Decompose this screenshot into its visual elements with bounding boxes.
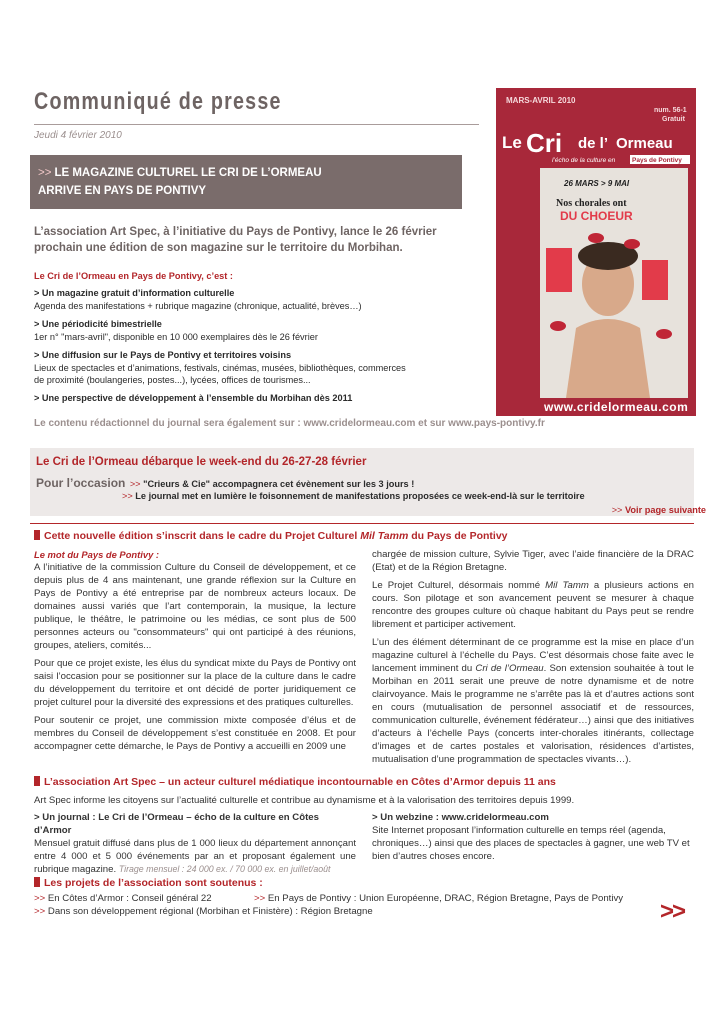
chevron-icon: >>: [122, 491, 133, 501]
cover-brand-le: Le: [502, 133, 522, 152]
square-bullet-icon: [34, 877, 40, 887]
artspec-title-text: L’association Art Spec – un acteur culturel médiatique incontournable en Côtes d’Armor depuis 11 ans: [44, 776, 556, 788]
page-title: Communiqué de presse: [34, 88, 282, 115]
journal-text: Mensuel gratuit diffusé dans plus de 1 000 lieux du département annonçant entre 4 000 et 5 000 événements par an et proposant également une rubrique magazine.: [34, 838, 356, 875]
list-item-title: > Un magazine gratuit d’information culturelle: [34, 288, 235, 298]
list-item-text: de proximité (boulangeries, postes...), lycées, offices de tourismes...: [34, 375, 311, 385]
paragraph: A l’initiative de la commission Culture du Conseil de développement, et ce depuis plus de 4 ans maintenant, une grande réflexion sur la Culture en Pays de Pontivy a été entreprise par de nombreux acteurs locaux. De domaines aussi variés que l’art contemporain, la musique, la lecture publique, le théâtre, le patrimoine ou les médias, ce sont plus de 500 personnes acteurs ou "consommateurs" qui ont participé à des réunions, groupes, ateliers, comités...: [34, 562, 356, 651]
next-page-chevron-icon[interactable]: >>: [659, 898, 684, 925]
list-item-title: > Une perspective de développement à l’ensemble du Morbihan dès 2011: [34, 393, 353, 403]
list-item-title: > Une diffusion sur le Pays de Pontivy et territoires voisins: [34, 350, 292, 360]
projet-right-column: [372, 548, 694, 771]
magazine-cover: [496, 88, 696, 416]
crieurs-text: "Crieurs & Cie" accompagnera cet évènement sur les 3 jours !: [143, 479, 415, 489]
next-page-label: Voir page suivante: [624, 505, 706, 515]
banner-line-1: LE MAGAZINE CULTUREL LE CRI DE L’ORMEAU: [54, 167, 322, 179]
projets-title-text: Les projets de l’association sont soutenus :: [44, 877, 263, 889]
chevron-icon: >>: [611, 505, 623, 515]
square-bullet-icon: [34, 776, 40, 786]
section-rule: [30, 523, 694, 524]
chevron-icon: >>: [254, 893, 266, 904]
paragraph: Pour que ce projet existe, les élus du syndicat mixte du Pays de Pontivy ont saisi l’occasion pour se positionner sur la place de la culture dans le cadre du développement du territoire et ont décidé de porter juridiquement ce projet culturel pour la diversité des expressions et des pratiques culturelles.: [34, 658, 356, 708]
cover-dates: 26 MARS > 9 MAI: [564, 179, 630, 188]
website-note: Le contenu rédactionnel du journal sera également sur : www.cridelormeau.com et sur www.pays-pontivy.fr: [34, 418, 545, 429]
artspec-intro: Art Spec informe les citoyens sur l’actualité culturelle et contribue au dynamisme et à la valorisation des territoires depuis 1999.: [34, 795, 575, 806]
list-item-title: > Une périodicité bimestrielle: [34, 319, 162, 329]
list-item-text: 1er n° "mars-avril", disponible en 10 000 exemplaires dès le 26 février: [34, 331, 318, 342]
title-rule: [34, 124, 479, 125]
text: L’un des élément déterminant de ce programme est la mise en place d’un magazine culturel à l’échelle du Pays. C’est désormais chose faite avec le lancement imminent du: [372, 637, 694, 674]
journal-block: [34, 811, 356, 876]
cover-brand-de: de l’: [578, 135, 609, 152]
list-item: [34, 318, 464, 343]
cover-website: www.cridelormeau.com: [544, 400, 689, 414]
list-item: [34, 392, 464, 405]
lead-line-1: L’association Art Spec, à l’initiative du Pays de Pontivy, lance le 26 février: [34, 226, 437, 238]
text: . Son extension souhaitée à tout le Morbihan en 2011 serait une preuve de notre dynamisme et de notre clairvoyance. Mais le programme ne s’arrête pas là et d’autres actions sont en cours (mutualisation de personnel associatif et de ressources, communication culturelle, événement fédérateur…) ainsi que des initiatives d’acteurs à l’échelle Pays (concerts inter-chorales itinérants, collectage d’images et de cartes postales et valorisation, résidences d’artistes, mutualisation d’une programmation de spectacles vivants…).: [372, 663, 694, 765]
weekend-title: Le Cri de l’Ormeau débarque le week-end du 26-27-28 février: [36, 456, 367, 468]
chevron-icon: >>: [34, 906, 46, 917]
text: Mil Tamm: [545, 580, 589, 591]
chevron-icon: >>: [129, 479, 141, 489]
lead-paragraph: [34, 224, 464, 256]
next-page-link[interactable]: [612, 505, 706, 515]
projet-title: [34, 530, 508, 542]
text: Le Projet Culturel, désormais nommé: [372, 580, 546, 591]
projets-title: [34, 877, 263, 889]
list-item-text: Agenda des manifestations + rubrique magazine (chronique, actualité, brèves…): [34, 300, 362, 311]
projets-item-text: En Pays de Pontivy : Union Européenne, DRAC, Région Bretagne, Pays de Pontivy: [267, 893, 624, 904]
list-item: [34, 349, 464, 387]
cover-num: num. 56-1: [654, 107, 687, 114]
release-date: Jeudi 4 février 2010: [34, 130, 122, 141]
journal-desc: [34, 837, 356, 876]
projets-item-3: [34, 905, 373, 918]
paragraph: [372, 579, 694, 631]
weekend-line-1: [36, 474, 414, 492]
projet-title-a: Cette nouvelle édition s’inscrit dans le cadre du Projet Culturel: [44, 530, 361, 542]
webzine-text: Site Internet proposant l’information culturelle en temps réel (agenda, chroniques…) ainsi que des places de spectacles à gagner, une web TV et bien d’autres choses encore.: [372, 825, 690, 862]
cover-tag-place: Pays de Pontivy: [632, 157, 682, 164]
paragraph: [372, 636, 694, 766]
webzine-title: > Un webzine : www.cridelormeau.com: [372, 812, 549, 823]
pour-occasion-label: Pour l’occasion: [36, 476, 126, 490]
journal-title: > Un journal : Le Cri de l’Ormeau – écho de la culture en Côtes d’Armor: [34, 812, 319, 836]
magazine-cover-art: [496, 88, 696, 416]
square-bullet-icon: [34, 530, 40, 540]
paragraph: chargée de mission culture, Sylvie Tiger, avec l’aide financière de la DRAC (Etat) et de la Région Bretagne.: [372, 549, 694, 573]
projets-item-2: [254, 892, 623, 905]
webzine-block: [372, 811, 694, 863]
journal-tirage: Tirage mensuel : 24 000 ex. / 70 000 ex. en juillet/août: [118, 864, 331, 874]
paragraph: Pour soutenir ce projet, une commission mixte composée d’élus et de membres du Conseil de développement s’est constituée en 2008. Et pour accompagner cette démarche, le Pays de Pontivy a accueilli en 2009 une: [34, 715, 356, 752]
cover-headline-2: DU CHOEUR: [560, 209, 633, 223]
list-heading: Le Cri de l’Ormeau en Pays de Pontivy, c’est :: [34, 271, 233, 281]
mot-heading: Le mot du Pays de Pontivy :: [34, 549, 160, 560]
text: a plusieurs actions en cours. Son pilotage et son avancement peuvent se mesurer à chaque rencontre des groupes culture où chaque habitant du Pays peut se rendre librement et participer activement.: [372, 580, 695, 630]
artspec-title: [34, 776, 556, 788]
chevron-icon: >>: [34, 893, 46, 904]
banner-line-2: ARRIVE EN PAYS DE PONTIVY: [38, 185, 207, 197]
cover-tagline: l’écho de la culture en: [552, 157, 616, 164]
projet-left-column: [34, 548, 356, 758]
list-item-text: Lieux de spectacles et d’animations, festivals, cinémas, musées, bibliothèques, commerces: [34, 362, 406, 373]
projets-item-text: Dans son développement régional (Morbihan et Finistère) : Région Bretagne: [47, 906, 373, 917]
list-item: [34, 287, 464, 312]
banner-chevron: >>: [38, 167, 52, 179]
cover-brand-ormeau: Ormeau: [616, 135, 673, 152]
lead-line-2: prochain une édition de son magazine sur le territoire du Morbihan.: [34, 242, 403, 254]
headline-banner: [30, 155, 462, 209]
cover-brand-cri: Cri: [526, 128, 563, 158]
cover-issue: MARS-AVRIL 2010: [506, 96, 576, 105]
text: Cri de l’Ormeau: [475, 663, 544, 674]
projets-item-text: En Côtes d’Armor : Conseil général 22: [47, 893, 212, 904]
journal-text: Le journal met en lumière le foisonnement de manifestations proposées ce week-end-là sur le territoire: [135, 491, 585, 501]
cover-headline-1: Nos chorales ont: [556, 198, 627, 209]
projet-title-c: du Pays de Pontivy: [408, 530, 508, 542]
weekend-line-2: [122, 491, 585, 501]
cover-gratuit: Gratuit: [662, 116, 685, 123]
projet-title-b: Mil Tamm: [360, 530, 409, 542]
projets-item-1: [34, 892, 212, 905]
